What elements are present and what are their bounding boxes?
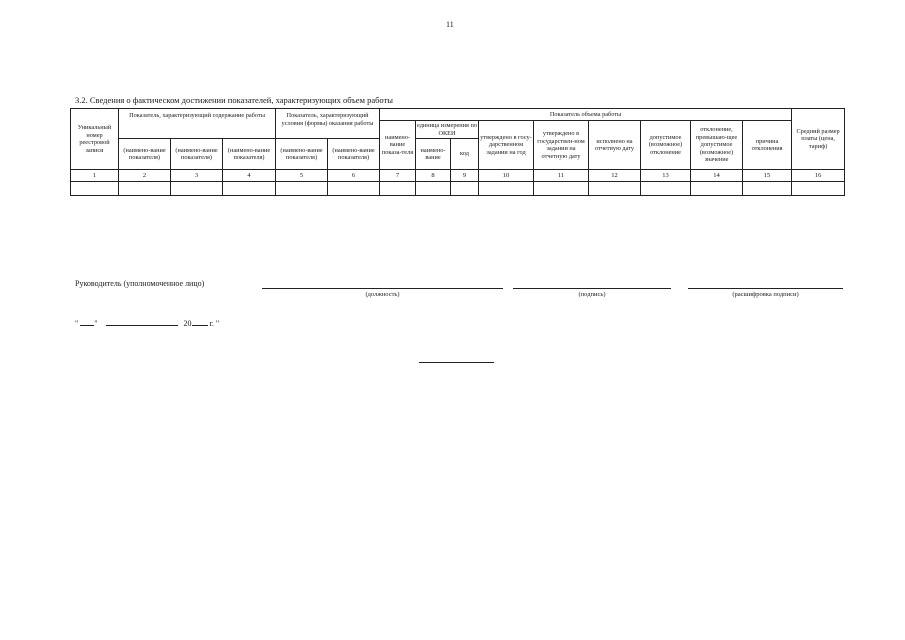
date-close-quote: " [215,319,220,328]
position-line[interactable] [262,288,503,289]
column-number: 9 [451,170,479,182]
table-cell[interactable] [451,182,479,196]
column-number: 11 [534,170,589,182]
header-content-group: Показатель, характеризующий содержание работы [119,109,276,139]
table-cell[interactable] [119,182,171,196]
header-registry-number: Уникальный номер реестровой записи [71,109,119,170]
table-cell[interactable] [534,182,589,196]
column-number: 15 [743,170,792,182]
column-number: 14 [691,170,743,182]
decoding-caption: (расшифровка подписи) [732,291,799,298]
column-number: 10 [479,170,534,182]
table-cell[interactable] [641,182,691,196]
column-number: 4 [223,170,276,182]
table-cell[interactable] [171,182,223,196]
subheader-unit-code: код [451,139,479,170]
column-number: 5 [276,170,328,182]
header-exceeding-deviation: отклонение, превышаю-щее допустимое (возможное) значение [691,121,743,170]
table-cell[interactable] [328,182,380,196]
header-conditions-group: Показатель, характеризующий условия (формы) оказания работы [276,109,380,139]
signature-decoding-line[interactable] [688,288,843,289]
date-line [75,317,219,328]
subheader-unit-name: наимено-вание [416,139,451,170]
subheader-indicator-name: (наимено-вание показателя) [276,139,328,170]
header-volume-group: Показатель объема работы [380,109,792,121]
header-indicator-name: наимено-вание показа-теля [380,121,416,170]
subheader-indicator-name: (наимено-вание показателя) [119,139,171,170]
table-cell[interactable] [380,182,416,196]
year-prefix: 20 [183,319,192,328]
section-title: 3.2. Сведения о фактическом достижении показателей, характеризующих объем работы [75,95,393,105]
column-number: 7 [380,170,416,182]
bottom-rule [419,362,494,363]
table-cell[interactable] [743,182,792,196]
date-mid-quote: " [94,319,98,328]
subheader-indicator-name: (наимено-вание показателя) [171,139,223,170]
month-field[interactable] [106,317,178,326]
header-unit-group: единица измерения по ОКЕИ [416,121,479,139]
header-approved-year: утверждено в госу-дарственном задании на год [479,121,534,170]
table-cell[interactable] [276,182,328,196]
header-allowed-deviation: допустимое (возможное) отклонение [641,121,691,170]
day-field[interactable] [80,317,94,326]
table-cell[interactable] [691,182,743,196]
column-number: 16 [792,170,845,182]
year-field[interactable] [192,317,208,326]
header-approved-date: утверждено в государствен-ном задании на отчетную дату [534,121,589,170]
table-cell[interactable] [792,182,845,196]
table-cell[interactable] [71,182,119,196]
page-number: 11 [446,20,454,29]
column-number: 2 [119,170,171,182]
signature-caption: (подпись) [578,291,606,298]
column-number: 13 [641,170,691,182]
signature-line[interactable] [513,288,671,289]
column-number: 3 [171,170,223,182]
header-executed: исполнено на отчетную дату [589,121,641,170]
year-suffix: г. [209,319,214,328]
position-caption: (должность) [365,291,400,298]
signer-label: Руководитель (уполномоченное лицо) [75,279,205,288]
volume-indicators-table [70,108,845,196]
column-number: 12 [589,170,641,182]
table-cell[interactable] [223,182,276,196]
subheader-indicator-name: (наимено-вание показателя) [328,139,380,170]
column-number: 1 [71,170,119,182]
table-cell[interactable] [479,182,534,196]
table-cell[interactable] [416,182,451,196]
column-number: 8 [416,170,451,182]
date-open-quote: " [75,319,79,328]
subheader-indicator-name: (наимено-вание показателя) [223,139,276,170]
table-cell[interactable] [589,182,641,196]
table-row [71,182,845,196]
header-average-fee: Средний размер платы (цена, тариф) [792,109,845,170]
header-deviation-reason: причина отклонения [743,121,792,170]
column-number: 6 [328,170,380,182]
